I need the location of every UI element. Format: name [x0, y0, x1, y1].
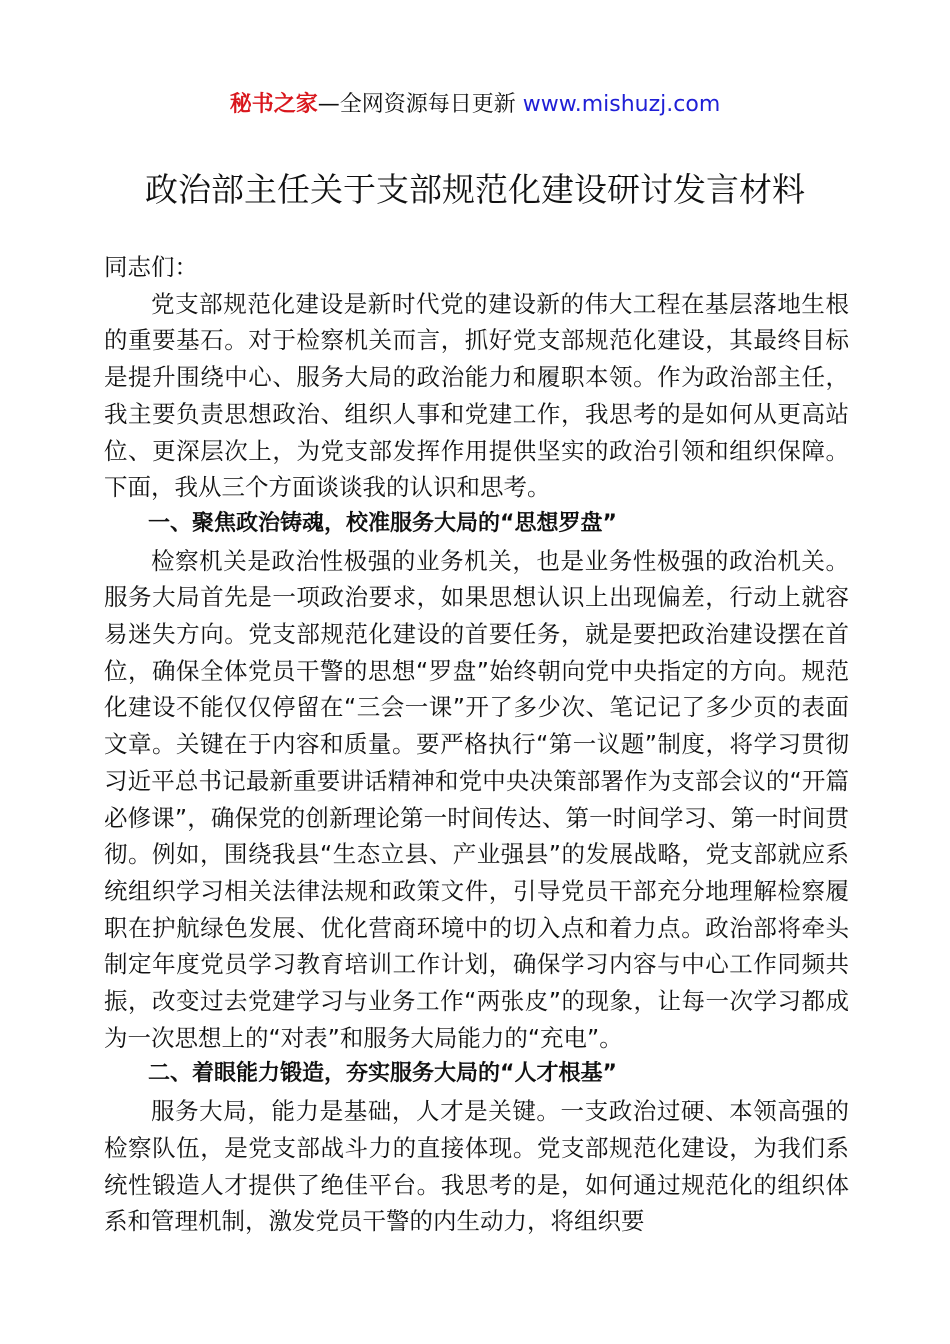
header-tagline: —全网资源每日更新	[317, 92, 516, 117]
paragraph-section-1: 检察机关是政治性极强的业务机关，也是业务性极强的政治机关。服务大局首先是一项政治要求，如果思想认识上出现偏差，行动上就容易迷失方向。党支部规范化建设的首要任务，就是要把政治建设摆在首位，确保全体党员干警的思想“罗盘”始终朝向党中央指定的方向。规范化建设不能仅仅停留在“三会一课”开了多少次、笔记记了多少页的表面文章。关键在于内容和质量。要严格执行“第一议题”制度，将学习贯彻习近平总书记最新重要讲话精神和党中央决策部署作为支部会议的“开篇必修课”，确保党的创新理论第一时间传达、第一时间学习、第一时间贯彻。例如，围绕我县“生态立县、产业强县”的发展战略，党支部就应系统组织学习相关法律法规和政策文件，引导党员干部充分地理解检察履职在护航绿色发展、优化营商环境中的切入点和着力点。政治部将牵头制定年度党员学习教育培训工作计划，确保学习内容与中心工作同频共振，改变过去党建学习与业务工作“两张皮”的现象，让每一次学习都成为一次思想上的“对表”和服务大局能力的“充电”。	[104, 546, 849, 1052]
paragraph-intro: 党支部规范化建设是新时代党的建设新的伟大工程在基层落地生根的重要基石。对于检察机关而言，抓好党支部规范化建设，其最终目标是提升围绕中心、服务大局的政治能力和履职本领。作为政治部主任，我主要负责思想政治、组织人事和党建工作，我思考的是如何从更高站位、更深层次上，为党支部发挥作用提供坚实的政治引领和组织保障。下面，我从三个方面谈谈我的认识和思考。	[104, 289, 849, 502]
section-heading-2: 二、着眼能力锻造，夯实服务大局的“人才根基”	[148, 1061, 617, 1087]
section-heading-1: 一、聚焦政治铸魂，校准服务大局的“思想罗盘”	[148, 510, 617, 536]
site-header	[0, 88, 950, 122]
document-title: 政治部主任关于支部规范化建设研讨发言材料	[145, 170, 805, 209]
paragraph-section-2: 服务大局，能力是基础，人才是关键。一支政治过硬、本领高强的检察队伍，是党支部战斗力的直接体现。党支部规范化建设，为我们系统性锻造人才提供了绝佳平台。我思考的是，如何通过规范化的组织体系和管理机制，激发党员干警的内生动力，将组织要	[104, 1097, 849, 1236]
brand-name: 秘书之家	[229, 92, 318, 117]
document-body	[104, 249, 849, 1240]
site-url-link[interactable]: www.mishuzj.com	[522, 92, 721, 117]
salutation: 同志们：	[104, 253, 198, 281]
